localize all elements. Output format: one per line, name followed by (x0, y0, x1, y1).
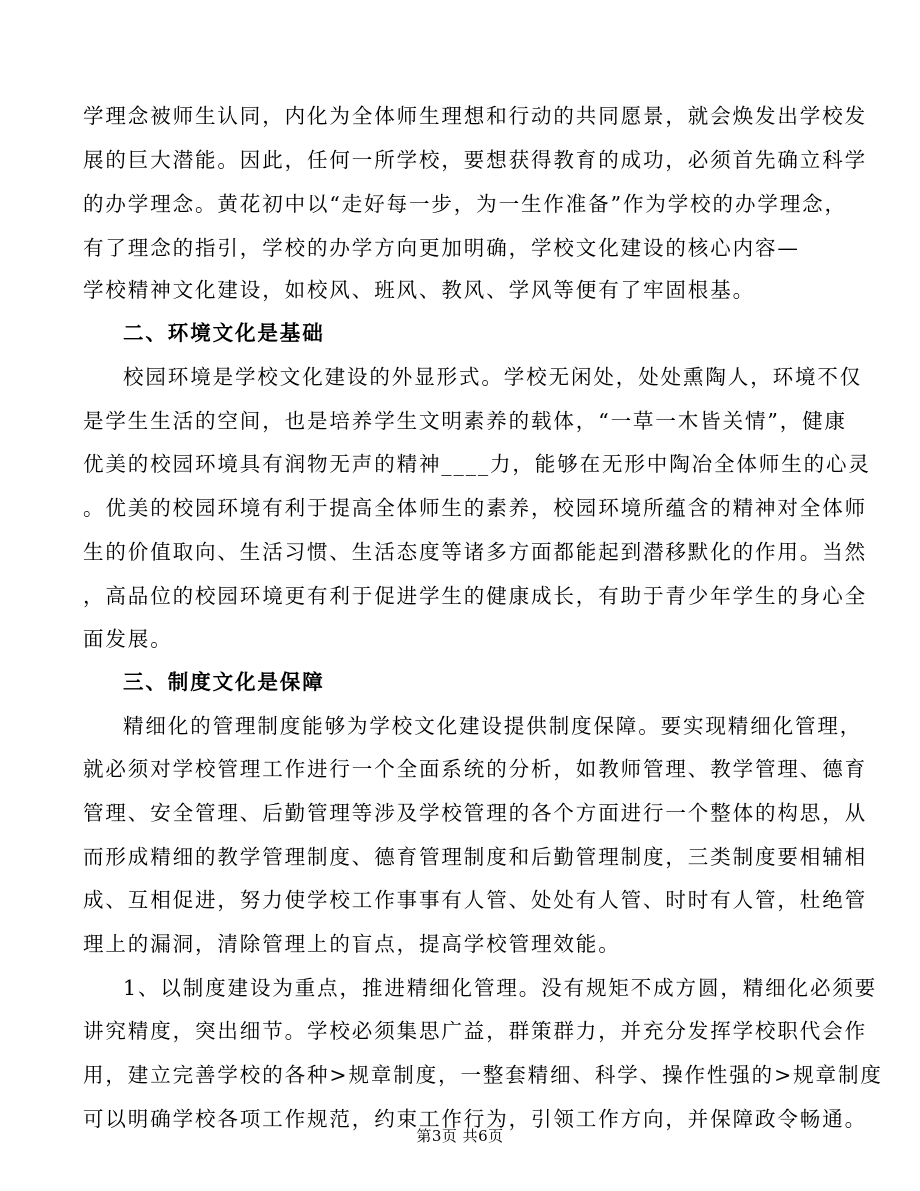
paragraph-line: 讲究精度，突出细节。学校必须集思广益，群策群力，并充分发挥学校职代会作 (83, 1019, 867, 1043)
paragraph-line: 是学生生活的空间，也是培养学生文明素养的载体，“一草一木皆关情”，健康 (83, 409, 847, 433)
paragraph-line: ，高品位的校园环境更有利于促进学生的健康成长，有助于青少年学生的身心全 (83, 584, 867, 608)
paragraph-line: 学校精神文化建设，如校风、班风、教风、学风等便有了牢固根基。 (83, 278, 755, 302)
paragraph-line: 校园环境是学校文化建设的外显形式。学校无闲处，处处熏陶人，环境不仅 (123, 365, 863, 389)
paragraph-line: 面发展。 (83, 627, 173, 651)
page-number: 第3页 共6页 (416, 1127, 504, 1145)
paragraph-line: 管理、安全管理、后勤管理等涉及学校管理的各个方面进行一个整体的构思，从 (83, 801, 867, 825)
paragraph-line: 可以明确学校各项工作规范，约束工作行为，引领工作方向，并保障政令畅通。 (83, 1107, 867, 1131)
paragraph-line: 成、互相促进，努力使学校工作事事有人管、处处有人管、时时有人管，杜绝管 (83, 888, 867, 912)
paragraph-line: 有了理念的指引，学校的办学方向更加明确，学校文化建设的核心内容— (83, 236, 800, 260)
paragraph-line: 而形成精细的教学管理制度、德育管理制度和后勤管理制度，三类制度要相辅相 (83, 845, 867, 869)
paragraph-line: 理上的漏洞，清除管理上的盲点，提高学校管理效能。 (83, 932, 621, 956)
paragraph-line: 生的价值取向、生活习惯、生活态度等诸多方面都能起到潜移默化的作用。当然 (83, 540, 867, 564)
paragraph-line: 就必须对学校管理工作进行一个全面系统的分析，如教师管理、教学管理、德育 (83, 757, 867, 781)
paragraph-line: 学理念被师生认同，内化为全体师生理想和行动的共同愿景，就会焕发出学校发 (83, 104, 867, 128)
paragraph-line: 的办学理念。黄花初中以“走好每一步，为一生作准备”作为学校的办学理念， (83, 192, 847, 216)
section-heading-environment: 二、环境文化是基础 (123, 321, 325, 345)
paragraph-line: 展的巨大潜能。因此，任何一所学校，要想获得教育的成功，必须首先确立科学 (83, 148, 867, 172)
paragraph-line: 1、以制度建设为重点，推进精细化管理。没有规矩不成方圆，精细化必须要 (123, 976, 878, 1000)
paragraph-line: 用，建立完善学校的各种>规章制度，一整套精细、科学、操作性强的>规章制度 (83, 1063, 883, 1087)
section-heading-system: 三、制度文化是保障 (123, 670, 325, 694)
paragraph-line: 。优美的校园环境有利于提高全体师生的素养，校园环境所蕴含的精神对全体师 (83, 496, 867, 520)
paragraph-line: 优美的校园环境具有润物无声的精神____力，能够在无形中陶冶全体师生的心灵 (83, 452, 871, 476)
paragraph-line: 精细化的管理制度能够为学校文化建设提供制度保障。要实现精细化管理， (123, 714, 863, 738)
